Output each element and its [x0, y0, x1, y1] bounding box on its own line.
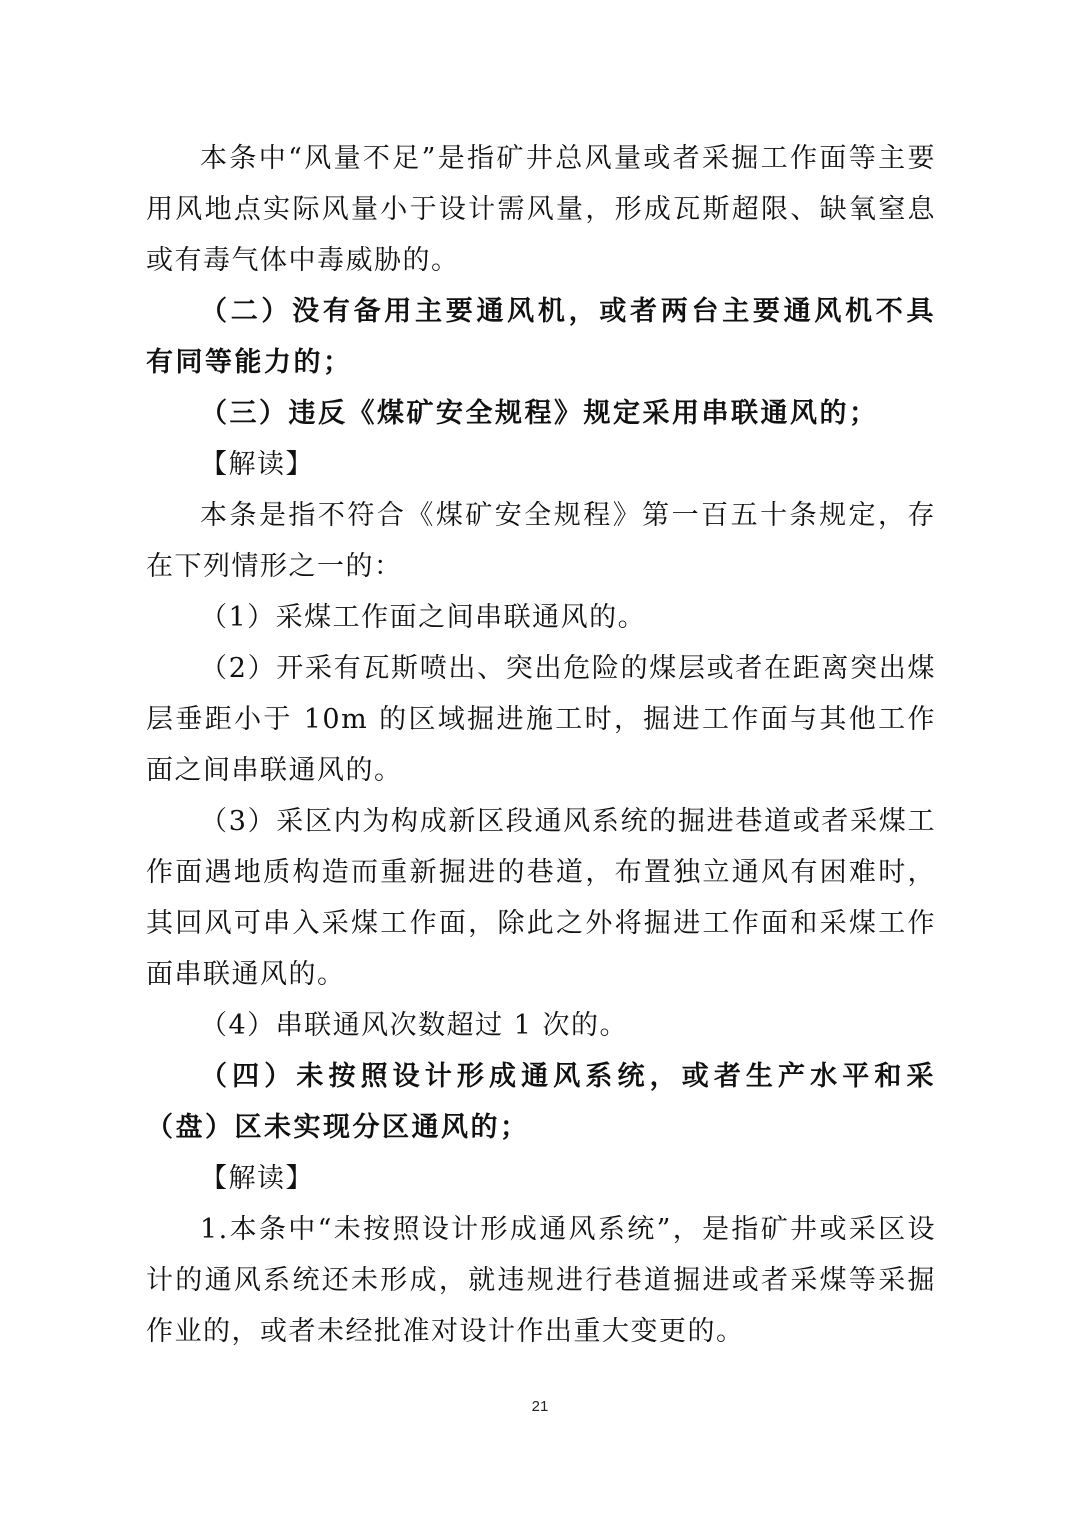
page-body	[146, 133, 936, 1357]
paragraph-air-shortage-definition: 本条中“风量不足”是指矿井总风量或者采掘工作面等主要用风地点实际风量小于设计需风量，形成瓦斯超限、缺氧窒息或有毒气体中毒威胁的。	[146, 143, 936, 276]
list-item-1: （1）采煤工作面之间串联通风的。	[200, 602, 647, 633]
interpretation-label: 【解读】	[200, 449, 314, 480]
paragraph-clause-4-point-1: 1.本条中“未按照设计形成通风系统”，是指矿井或采区设计的通风系统还未形成，就违规进行巷道掘进或者采煤等采掘作业的，或者未经批准对设计作出重大变更的。	[146, 1214, 936, 1347]
list-item-2: （2）开采有瓦斯喷出、突出危险的煤层或者在距离突出煤层垂距小于 10m 的区域掘进施工时，掘进工作面与其他工作面之间串联通风的。	[146, 653, 936, 786]
list-item-3: （3）采区内为构成新区段通风系统的掘进巷道或者采煤工作面遇地质构造而重新掘进的巷道，布置独立通风有困难时，其回风可串入采煤工作面，除此之外将掘进工作面和采煤工作面串联通风的。	[146, 806, 936, 990]
page-number: 21	[531, 1398, 549, 1415]
clause-3-heading: （三）违反《煤矿安全规程》规定采用串联通风的；	[200, 398, 879, 429]
paragraph-clause-3-intro: 本条是指不符合《煤矿安全规程》第一百五十条规定，存在下列情形之一的：	[146, 500, 936, 582]
list-item-4: （4）串联通风次数超过 1 次的。	[200, 1010, 629, 1041]
interpretation-label: 【解读】	[200, 1163, 314, 1194]
clause-2-heading: （二）没有备用主要通风机，或者两台主要通风机不具有同等能力的；	[146, 296, 936, 378]
clause-4-heading: （四）未按照设计形成通风系统，或者生产水平和采（盘）区未实现分区通风的；	[146, 1061, 936, 1143]
